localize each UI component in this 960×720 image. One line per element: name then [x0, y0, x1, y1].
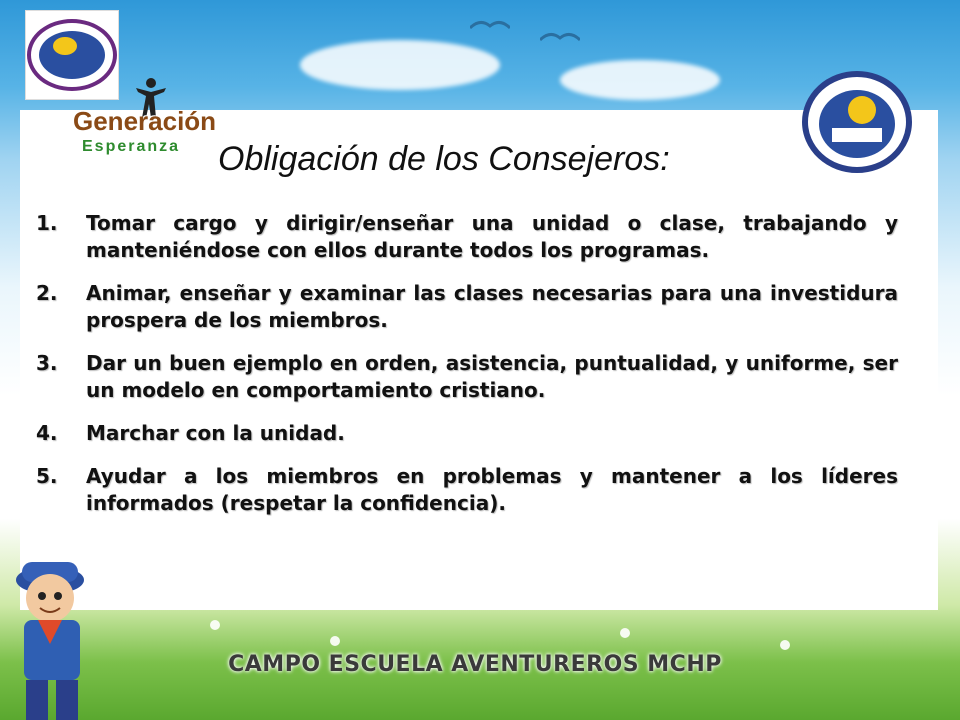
item-number: 1.: [36, 211, 58, 235]
item-text: Ayudar a los miembros en problemas y mantener a los líderes informados (respetar la confidencia).: [86, 464, 898, 515]
item-text: Dar un buen ejemplo en orden, asistencia, puntualidad, y uniforme, ser un modelo en comportamiento cristiano.: [86, 351, 898, 402]
footer-banner: [0, 652, 960, 677]
list-item: [36, 463, 898, 517]
item-text: Marchar con la unidad.: [86, 421, 345, 445]
item-number: 3.: [36, 351, 58, 375]
item-text: Tomar cargo y dirigir/enseñar una unidad o clase, trabajando y manteniéndose con ellos durante todos los programas.: [86, 211, 898, 262]
item-number: 5.: [36, 464, 58, 488]
flower-decoration: [620, 628, 630, 638]
flower-decoration: [330, 636, 340, 646]
footer-text: CAMPO ESCUELA AVENTUREROS MCHP: [228, 652, 722, 677]
item-number: 4.: [36, 421, 58, 445]
flower-decoration: [210, 620, 220, 630]
obligations-list: [36, 210, 898, 533]
flower-decoration: [780, 640, 790, 650]
generacion-title: Generación: [73, 106, 217, 136]
generacion-logo: [68, 78, 228, 164]
generacion-subtitle: Esperanza: [82, 138, 181, 155]
item-number: 2.: [36, 281, 58, 305]
cloud-decoration: [560, 60, 720, 100]
bird-icon: [470, 18, 510, 32]
item-text: Animar, enseñar y examinar las clases necesarias para una investidura prospera de los miembros.: [86, 281, 898, 332]
bird-icon: [540, 30, 580, 44]
list-item: [36, 210, 898, 264]
page-title: Obligación de los Consejeros:: [218, 140, 670, 178]
list-item: [36, 420, 898, 447]
list-item: [36, 280, 898, 334]
adventurer-boy-illustration: [0, 540, 120, 720]
cloud-decoration: [300, 40, 500, 90]
list-item: [36, 350, 898, 404]
